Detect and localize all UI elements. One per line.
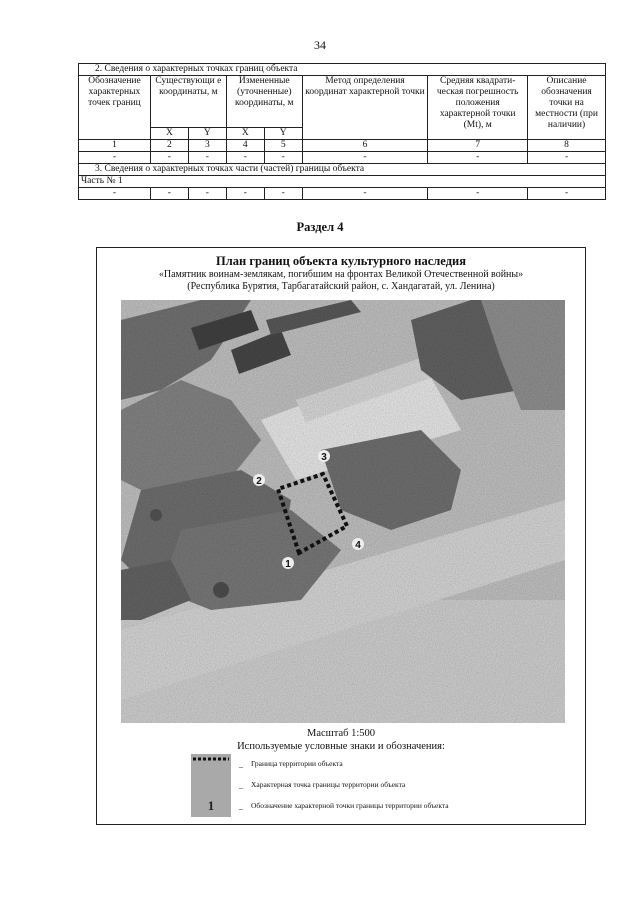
legend-text: Граница территории объекта <box>251 759 343 768</box>
legend-swatch-point <box>191 775 231 796</box>
legend-dash: – <box>239 804 243 813</box>
point-label-4: 4 <box>355 540 361 551</box>
subheader-y: Y <box>264 128 302 140</box>
table-cell: - <box>188 152 226 164</box>
point-label-3: 3 <box>321 452 327 463</box>
table-cell: - <box>302 188 428 200</box>
header-method: Метод определения координат характерной точки <box>302 76 428 140</box>
point-label-2: 2 <box>256 476 262 487</box>
table-cell: - <box>528 188 606 200</box>
legend-sample-number: 1 <box>207 798 215 813</box>
aerial-image <box>121 300 565 723</box>
subheader-x: X <box>150 128 188 140</box>
table-cell: 1 <box>79 140 151 152</box>
plan-location: (Республика Бурятия, Тарбагатайский район, с. Хандагатай, ул. Ленина) <box>187 281 495 292</box>
table-cell: - <box>79 152 151 164</box>
table-row <box>79 152 606 164</box>
plan-subtitle: «Памятник воинам-землякам, погибшим на фронтах Великой Отечественной войны» <box>158 269 524 280</box>
dotted-line-icon <box>191 754 231 775</box>
table-cell: - <box>528 152 606 164</box>
legend-swatch-label <box>191 796 231 817</box>
table-cell: 6 <box>302 140 428 152</box>
point-label-1: 1 <box>285 559 291 570</box>
table-cell: - <box>226 188 264 200</box>
table-cell: - <box>79 188 151 200</box>
legend-text: Характерная точка границы территории объекта <box>251 780 406 789</box>
table-row <box>79 140 606 152</box>
table-cell: - <box>150 152 188 164</box>
header-error: Средняя квадрати-ческая погрешность положения характерной точки (Мt), м <box>428 76 528 140</box>
aerial-map <box>121 300 565 723</box>
table-cell: - <box>226 152 264 164</box>
map-scale: Масштаб 1:500 <box>306 728 375 739</box>
table-cell: - <box>428 152 528 164</box>
table-cell: 2 <box>150 140 188 152</box>
table-cell: - <box>264 188 302 200</box>
header-existing-coords: Существующи е координаты, м <box>150 76 226 128</box>
legend-dash: – <box>239 783 243 792</box>
legend-title: Используемые условные знаки и обозначения: <box>237 741 445 752</box>
table-cell: - <box>428 188 528 200</box>
section-3-title: 3. Сведения о характерных точках части (частей) границы объекта <box>79 164 606 176</box>
table-cell: - <box>188 188 226 200</box>
subheader-y: Y <box>188 128 226 140</box>
part-label: Часть № 1 <box>79 176 606 188</box>
table-cell: 8 <box>528 140 606 152</box>
header-changed-coords: Измененные (уточненные) координаты, м <box>226 76 302 128</box>
section-heading: Раздел 4 <box>296 220 344 234</box>
table-cell: - <box>150 188 188 200</box>
header-point-designation: Обозначение характерных точек границ <box>79 76 151 140</box>
table-row <box>79 188 606 200</box>
plan-title: План границ объекта культурного наследия <box>216 254 466 268</box>
legend-text: Обозначение характерной точки границы территории объекта <box>251 801 449 810</box>
subheader-x: X <box>226 128 264 140</box>
legend-dash: – <box>239 762 243 771</box>
page-number: 34 <box>314 38 326 52</box>
plan-frame <box>96 247 586 825</box>
legend-swatch-boundary <box>191 754 231 775</box>
header-description: Описание обозначения точки на местности (при наличии) <box>528 76 606 140</box>
table-cell: 4 <box>226 140 264 152</box>
section-2-title: 2. Сведения о характерных точках границ объекта <box>79 64 606 76</box>
table-cell: 7 <box>428 140 528 152</box>
table-cell: 3 <box>188 140 226 152</box>
table-cell: - <box>302 152 428 164</box>
table-cell: - <box>264 152 302 164</box>
table-cell: 5 <box>264 140 302 152</box>
coordinates-table <box>78 63 606 200</box>
